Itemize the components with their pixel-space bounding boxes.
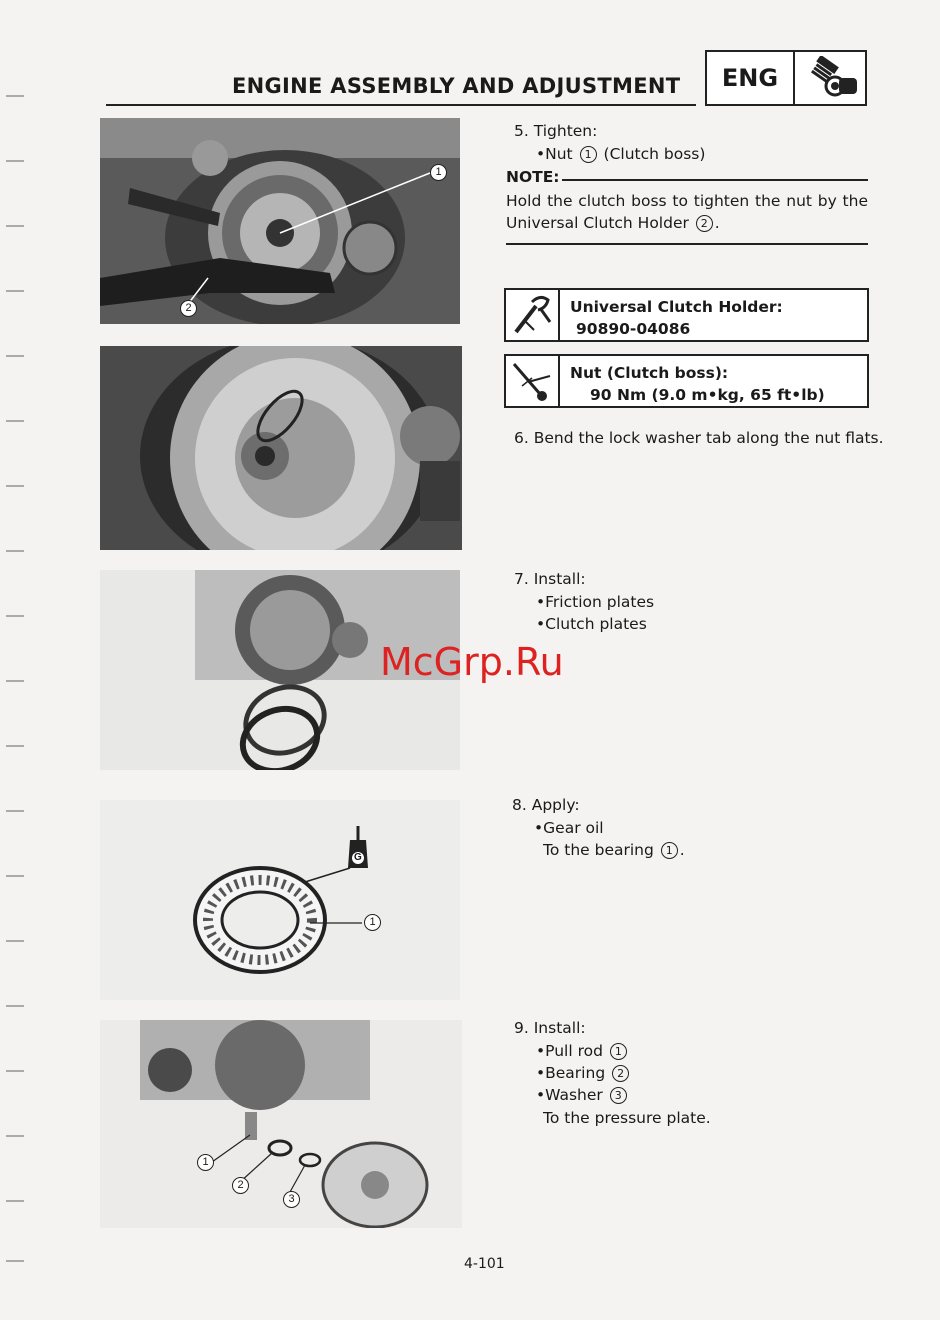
section-tag: ENG bbox=[707, 52, 795, 104]
step-verb: Install: bbox=[533, 570, 586, 588]
tool-part-number: 90890-04086 bbox=[576, 320, 691, 338]
figure-callout: 2 bbox=[232, 1177, 249, 1194]
note-rule bbox=[562, 179, 868, 181]
margin-mark bbox=[6, 1260, 24, 1262]
note-text bbox=[506, 190, 868, 234]
step-item: •Pull rod bbox=[536, 1042, 603, 1060]
step-verb: Tighten: bbox=[533, 122, 598, 140]
step-text: Bend the lock washer tab along the nut flats. bbox=[533, 429, 884, 447]
callout-ref: 2 bbox=[612, 1065, 629, 1082]
step-number: 8. bbox=[512, 796, 527, 814]
torque-value: 90 Nm (9.0 m•kg, 65 ft•lb) bbox=[590, 386, 825, 404]
step-8-target: To the bearing 1 . bbox=[543, 841, 685, 859]
step-verb: Install: bbox=[533, 1019, 586, 1037]
figure-bearing bbox=[100, 800, 460, 1000]
figure-callout: 1 bbox=[197, 1154, 214, 1171]
step-9-item-2 bbox=[536, 1062, 631, 1084]
callout-ref: 3 bbox=[610, 1087, 627, 1104]
step-item: •Washer bbox=[536, 1086, 603, 1104]
clutch-holder-tool-icon bbox=[506, 290, 560, 340]
step-7 bbox=[514, 568, 586, 590]
torque-spec-box bbox=[504, 354, 869, 408]
margin-mark bbox=[6, 615, 24, 617]
engine-icon bbox=[795, 52, 865, 104]
step-number: 5. bbox=[514, 122, 529, 140]
page-number: 4-101 bbox=[464, 1256, 505, 1272]
step-9-item-1 bbox=[536, 1040, 629, 1062]
margin-mark bbox=[6, 1135, 24, 1137]
figure-callout: 2 bbox=[180, 300, 197, 317]
margin-mark bbox=[6, 485, 24, 487]
callout-ref: 1 bbox=[580, 146, 597, 163]
step-8 bbox=[512, 794, 580, 816]
callout-ref: 1 bbox=[661, 842, 678, 859]
margin-mark bbox=[6, 1070, 24, 1072]
section-tab bbox=[705, 50, 867, 106]
torque-wrench-icon bbox=[506, 356, 560, 406]
step-item: •Bearing bbox=[536, 1064, 606, 1082]
note-label: NOTE: bbox=[506, 168, 560, 186]
margin-mark bbox=[6, 810, 24, 812]
step-item: •Friction plates bbox=[536, 593, 655, 611]
margin-mark bbox=[6, 1200, 24, 1202]
step-item: •Clutch plates bbox=[536, 615, 647, 633]
step-item: •Gear oil bbox=[534, 819, 604, 837]
step-number: 9. bbox=[514, 1019, 529, 1037]
step-verb: Apply: bbox=[531, 796, 580, 814]
step-5 bbox=[514, 120, 597, 142]
margin-mark bbox=[6, 1005, 24, 1007]
note-text-a: Hold the clutch boss to tighten the nut by the Universal Clutch Holder bbox=[506, 192, 868, 232]
figure-callout: 1 bbox=[430, 164, 447, 181]
step-5-item bbox=[536, 143, 705, 165]
step-number: 6. bbox=[514, 429, 529, 447]
margin-mark bbox=[6, 95, 24, 97]
note-end-rule bbox=[506, 243, 868, 245]
margin-mark bbox=[6, 745, 24, 747]
step-9-item-3 bbox=[536, 1084, 629, 1106]
step-6 bbox=[514, 427, 884, 449]
margin-mark bbox=[6, 290, 24, 292]
step-item: •Nut bbox=[536, 145, 573, 163]
tool-title: Universal Clutch Holder: bbox=[570, 298, 783, 316]
callout-ref: 1 bbox=[610, 1043, 627, 1060]
margin-mark bbox=[6, 420, 24, 422]
step-9 bbox=[514, 1017, 586, 1039]
figure-callout: 1 bbox=[364, 914, 381, 931]
margin-mark bbox=[6, 550, 24, 552]
margin-mark bbox=[6, 875, 24, 877]
margin-mark bbox=[6, 680, 24, 682]
header-rule bbox=[106, 104, 696, 106]
figure-clutch-holder bbox=[100, 118, 460, 324]
margin-mark bbox=[6, 355, 24, 357]
torque-title: Nut (Clutch boss): bbox=[570, 364, 729, 382]
step-item: (Clutch boss) bbox=[603, 145, 706, 163]
page-title: ENGINE ASSEMBLY AND ADJUSTMENT bbox=[232, 74, 681, 98]
margin-mark bbox=[6, 940, 24, 942]
note-text-b: . bbox=[714, 214, 720, 232]
gear-oil-badge: G bbox=[354, 852, 362, 863]
figure-clutch-boss bbox=[100, 346, 462, 550]
figure-callout: 3 bbox=[283, 1191, 300, 1208]
step-number: 7. bbox=[514, 570, 529, 588]
step-item: To the pressure plate. bbox=[543, 1109, 711, 1127]
tool-spec-box bbox=[504, 288, 869, 342]
step-item: To the bearing bbox=[543, 841, 654, 859]
figure-pull-rod bbox=[100, 1020, 462, 1228]
watermark: McGrp.Ru bbox=[380, 640, 564, 684]
callout-ref: 2 bbox=[696, 215, 713, 232]
margin-mark bbox=[6, 160, 24, 162]
margin-mark bbox=[6, 225, 24, 227]
